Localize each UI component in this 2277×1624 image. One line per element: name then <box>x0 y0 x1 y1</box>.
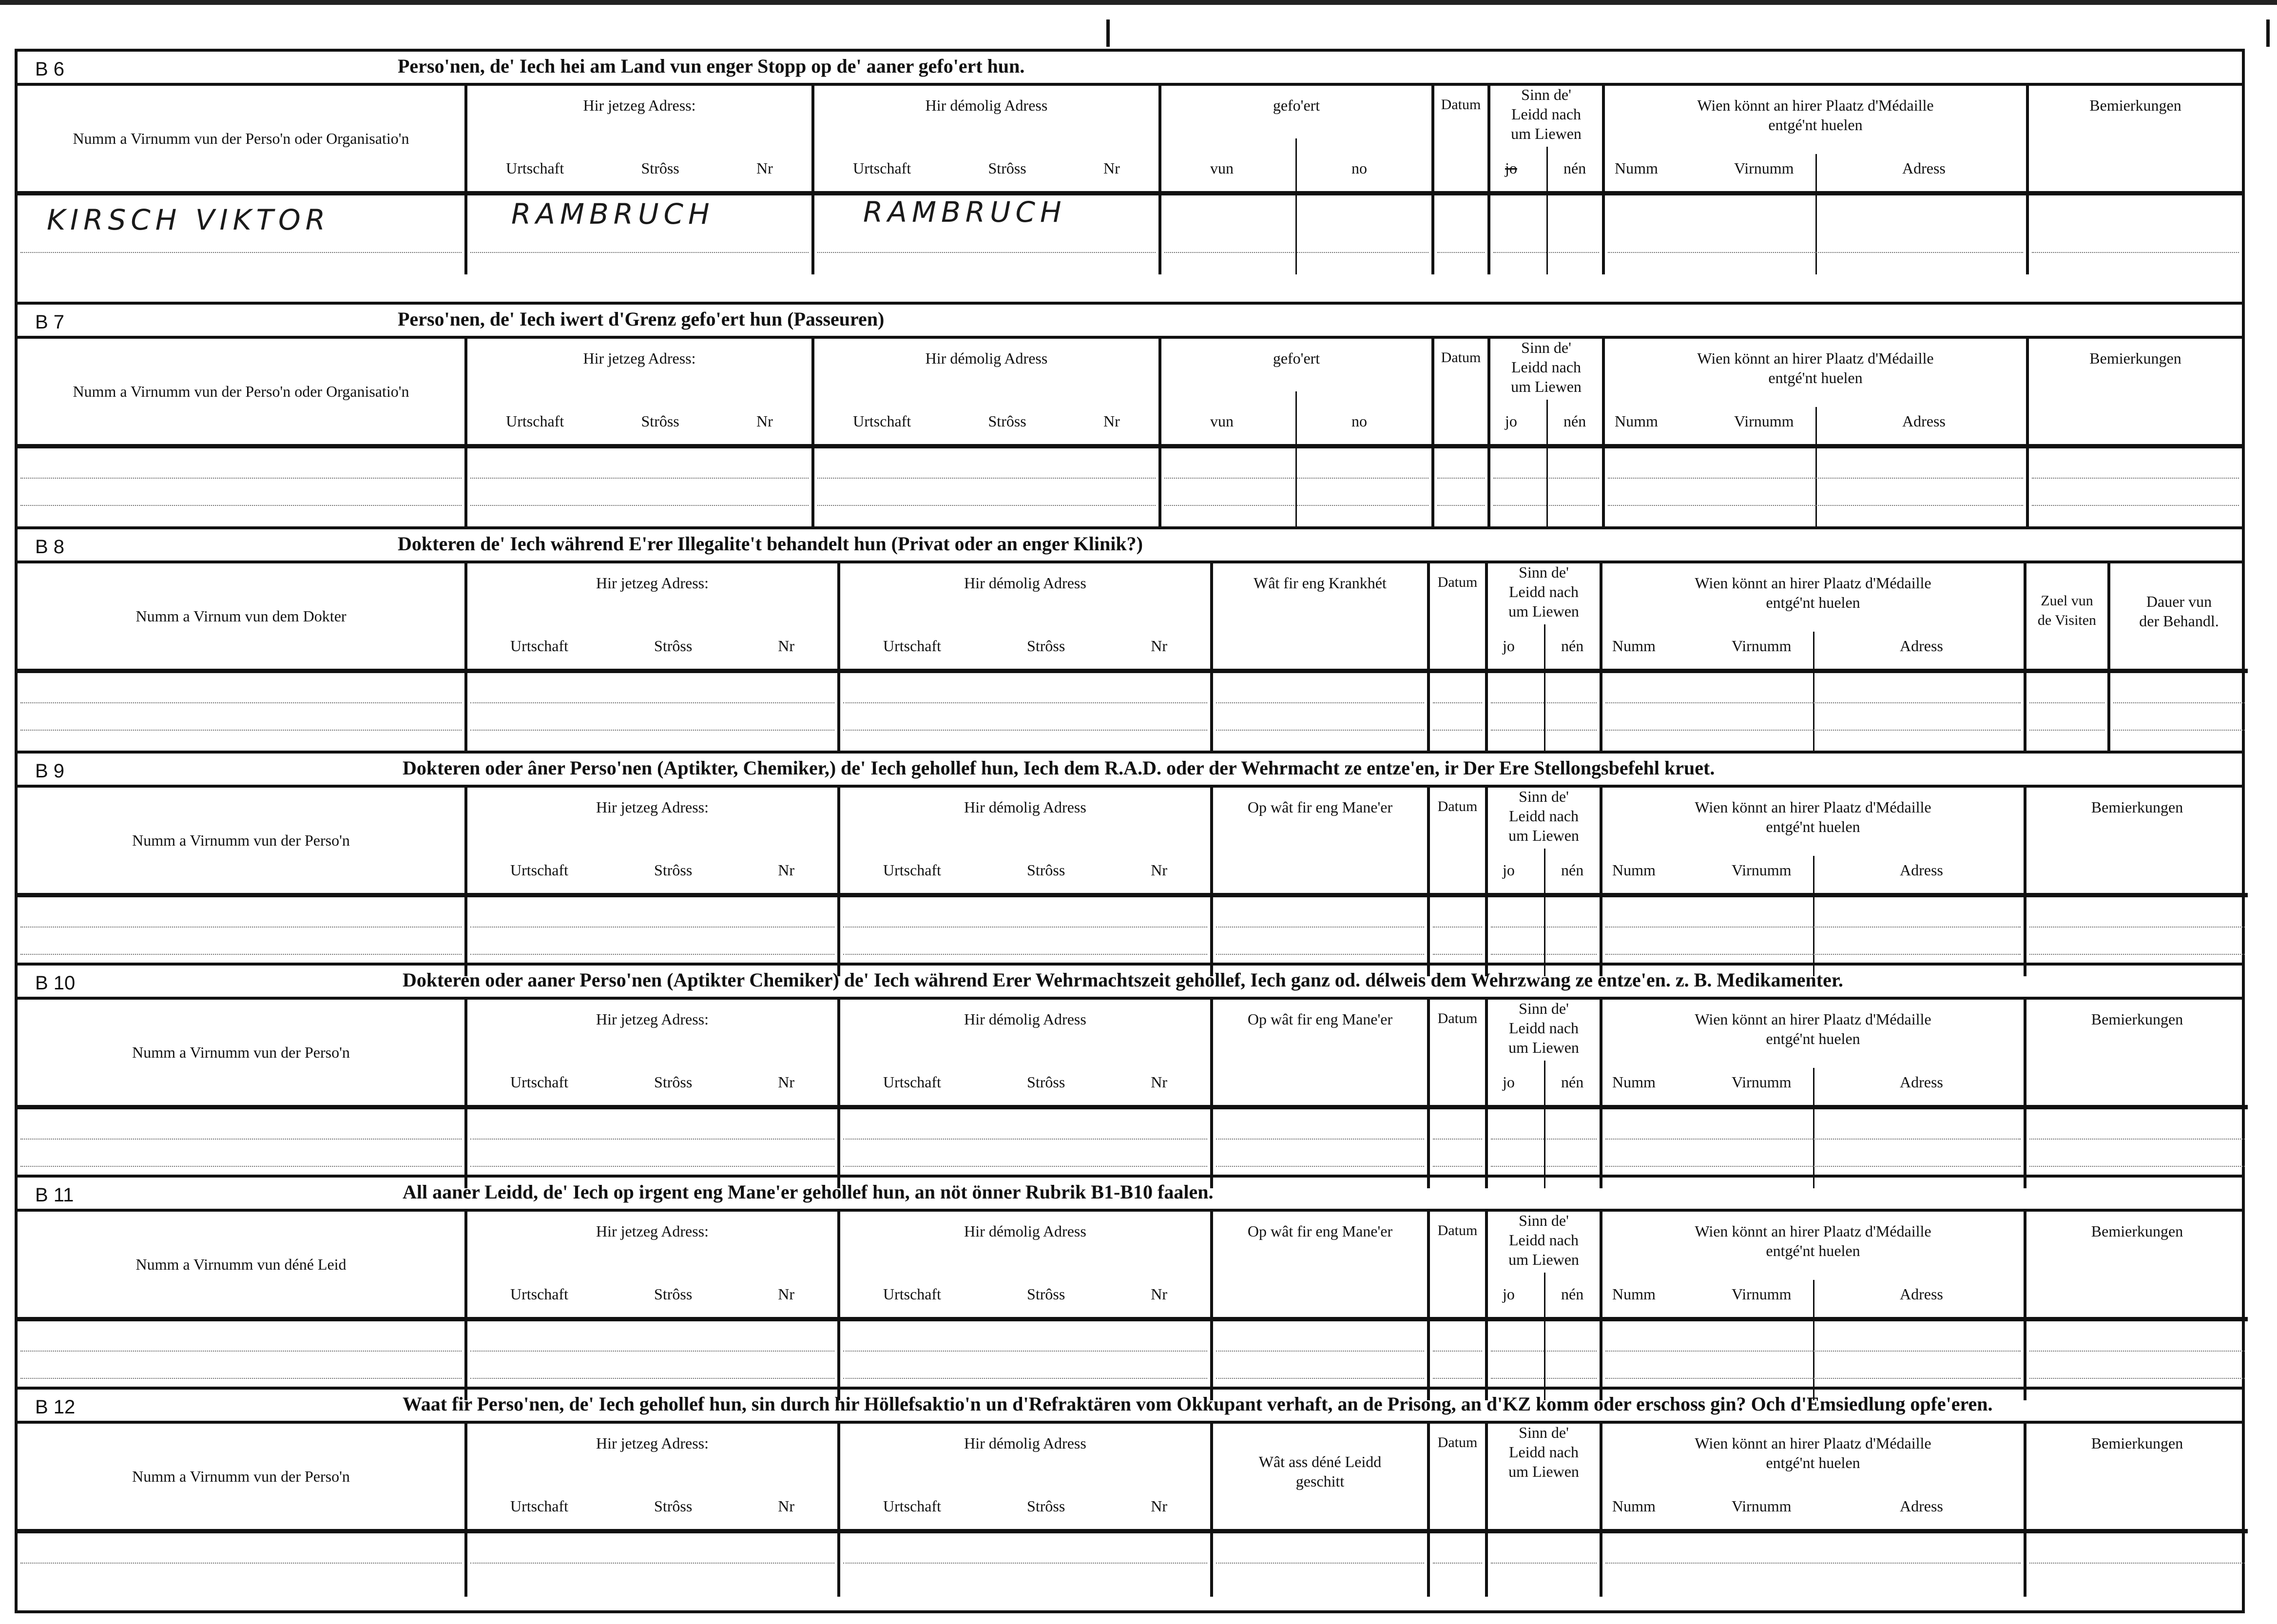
section-id: B 10 <box>35 972 76 994</box>
col-addr-then-label: Hir démolig Adress <box>964 1222 1086 1240</box>
col-medal-label: entgé'nt huelen <box>1766 818 1860 835</box>
col-addr-now-label: Hir jetzeg Adress: <box>596 798 709 816</box>
sub-nr: Nr <box>778 1497 794 1515</box>
register-mark <box>1106 19 1110 47</box>
col-gefoert-label: gefo'ert <box>1273 97 1320 114</box>
sub-nr: Nr <box>756 159 773 177</box>
section-b8 <box>18 526 2242 752</box>
sub-nr: Nr <box>778 1073 794 1091</box>
section-header <box>18 751 2242 788</box>
col-medal-label: entgé'nt huelen <box>1766 1242 1860 1259</box>
col-addr-now-label: Hir jetzeg Adress: <box>596 1434 709 1452</box>
col-addr-now-label: Hir jetzeg Adress: <box>596 1010 709 1028</box>
col-sinn-label: Sinn de' <box>1519 788 1569 805</box>
section-table <box>18 1212 2248 1400</box>
sub-adress: Adress <box>1900 1285 1943 1303</box>
col-addr-then-label: Hir démolig Adress <box>964 574 1086 592</box>
col-sinn-label: Sinn de' <box>1521 339 1571 356</box>
column-divider <box>1813 856 1814 893</box>
section-id: B 7 <box>35 311 65 333</box>
header-row <box>18 1424 2248 1531</box>
entry-row[interactable] <box>18 193 2242 275</box>
col-sinn-label: Leidd nach <box>1511 358 1582 376</box>
section-title: Perso'nen, de' Iech hei am Land vun enger Stopp op de' aaner gefo'ert hun. <box>398 55 1025 77</box>
entry-row[interactable] <box>18 446 2242 528</box>
sub-virnumm: Virnumm <box>1732 1073 1792 1091</box>
col-medal-label: entgé'nt huelen <box>1766 1454 1860 1471</box>
sub-nen: nén <box>1563 412 1586 430</box>
sub-urtschaft: Urtschaft <box>883 1497 942 1515</box>
col-bemierkungen-label: Bemierkungen <box>2091 1010 2183 1028</box>
col-geschitt-label: geschitt <box>1295 1472 1345 1490</box>
col-datum-label: Datum <box>1437 1434 1478 1450</box>
col-sinn-label: um Liewen <box>1508 1039 1579 1056</box>
col-medal-label: entgé'nt huelen <box>1768 369 1863 387</box>
col-medal-label: Wien könnt an hirer Plaatz d'Médaille <box>1695 798 1931 816</box>
sub-urtschaft: Urtschaft <box>510 1073 569 1091</box>
sub-numm: Numm <box>1612 1073 1656 1091</box>
col-datum-label: Datum <box>1437 798 1478 814</box>
col-datum-label: Datum <box>1437 1010 1478 1026</box>
column-divider <box>1815 407 1817 444</box>
col-krankhet-label: Wât fir eng Krankhét <box>1254 574 1387 592</box>
section-header <box>18 302 2242 339</box>
section-header <box>18 1387 2242 1424</box>
column-divider <box>1546 147 1548 191</box>
column-divider <box>1544 1061 1545 1105</box>
sub-stross: Strôss <box>654 1497 693 1515</box>
sub-stross: Strôss <box>641 412 679 430</box>
sub-nr: Nr <box>1151 861 1167 879</box>
column-divider <box>1295 391 1297 444</box>
section-id: B 11 <box>35 1184 74 1206</box>
sub-jo: jo <box>1503 1073 1515 1091</box>
sub-urtschaft: Urtschaft <box>883 1285 942 1303</box>
sub-virnumm: Virnumm <box>1732 861 1792 879</box>
col-maneer-label: Op wât fir eng Mane'er <box>1247 1222 1393 1240</box>
col-bemierkungen-label: Bemierkungen <box>2091 798 2183 816</box>
section-header <box>18 526 2242 563</box>
section-table <box>18 339 2242 527</box>
sub-numm: Numm <box>1612 1497 1656 1515</box>
sub-urtschaft: Urtschaft <box>883 637 942 655</box>
col-sinn-label: Sinn de' <box>1519 563 1569 581</box>
col-name-label: Numm a Virnumm vun der Perso'n <box>132 1468 350 1485</box>
sub-stross: Strôss <box>1027 1285 1065 1303</box>
section-id: B 8 <box>35 536 65 558</box>
col-medal-label: entgé'nt huelen <box>1766 594 1860 611</box>
handwritten-address-then: RAMBRUCH <box>863 195 1066 229</box>
col-sinn-label: Leidd nach <box>1508 807 1579 825</box>
sub-nr: Nr <box>1151 1073 1167 1091</box>
register-mark <box>2266 19 2270 47</box>
col-sinn-label: Leidd nach <box>1508 1443 1579 1461</box>
section-header <box>18 963 2242 1000</box>
col-dauer-label: Dauer vun <box>2146 593 2212 610</box>
col-bemierkungen-label: Bemierkungen <box>2091 1434 2183 1452</box>
sub-stross: Strôss <box>1027 861 1065 879</box>
sub-stross: Strôss <box>654 637 693 655</box>
sub-nen: nén <box>1561 861 1584 879</box>
section-b7 <box>18 302 2242 527</box>
col-zuel-label: Zuel vun <box>2041 593 2093 609</box>
section-title: Dokteren oder aaner Perso'nen (Aptikter Chemiker) de' Iech während Erer Wehrmachtszeit gehollef, Iech ganz od. délweis dem Wehrzwang ze entze'en. z. B. Medikamenter. <box>403 969 1843 991</box>
section-title: Dokteren oder âner Perso'nen (Aptikter, Chemiker,) de' Iech gehollef hun, Iech dem R.A.D. oder der Wehrmacht ze entze'en, ir Der Ere Stellongsbefehl kruet. <box>403 757 1715 779</box>
col-medal-label: Wien könnt an hirer Plaatz d'Médaille <box>1697 349 1934 367</box>
sub-vun: vun <box>1210 412 1234 430</box>
sub-nr: Nr <box>756 412 773 430</box>
section-table <box>18 1000 2248 1188</box>
section-b11 <box>18 1175 2242 1400</box>
sub-no: no <box>1351 412 1367 430</box>
section-b12 <box>18 1387 2242 1597</box>
sub-stross: Strôss <box>988 159 1026 177</box>
column-divider <box>1546 448 1548 527</box>
section-table <box>18 563 2248 752</box>
section-table <box>18 788 2248 976</box>
sub-no: no <box>1351 159 1367 177</box>
sub-jo: jo <box>1505 159 1517 177</box>
sub-adress: Adress <box>1902 159 1946 177</box>
col-name-label: Numm a Virnumm vun der Perso'n oder Organisatio'n <box>73 130 409 147</box>
col-bemierkungen-label: Bemierkungen <box>2091 1222 2183 1240</box>
col-medal-label: Wien könnt an hirer Plaatz d'Médaille <box>1695 1222 1931 1240</box>
col-addr-then-label: Hir démolig Adress <box>925 349 1048 367</box>
col-name-label: Numm a Virnum vun dem Dokter <box>135 607 347 625</box>
sub-numm: Numm <box>1615 159 1658 177</box>
sub-virnumm: Virnumm <box>1734 412 1794 430</box>
col-name-label: Numm a Virnumm vun déné Leid <box>135 1256 347 1273</box>
sub-nr: Nr <box>1103 412 1120 430</box>
section-b6 <box>18 49 2242 274</box>
col-sinn-label: Sinn de' <box>1519 1212 1569 1229</box>
column-divider <box>1544 673 1545 752</box>
section-id: B 9 <box>35 760 65 782</box>
sub-stross: Strôss <box>1027 637 1065 655</box>
col-bemierkungen-label: Bemierkungen <box>2089 349 2181 367</box>
column-divider <box>1815 448 1817 527</box>
col-dauer-label: der Behandl. <box>2139 612 2219 630</box>
section-title: Waat fir Perso'nen, de' Iech gehollef hun, sin durch hir Höllefsaktio'n un d'Refraktären vom Okkupant verhaft, an de Prisong, an d'KZ komm oder erschoss gin? Och d'Emsiedlung opfe'eren. <box>403 1393 1993 1415</box>
col-medal-label: Wien könnt an hirer Plaatz d'Médaille <box>1695 1434 1931 1452</box>
sub-nen: nén <box>1561 1285 1584 1303</box>
sub-nr: Nr <box>778 637 794 655</box>
col-maneer-label: Op wât fir eng Mane'er <box>1247 1010 1393 1028</box>
col-name-label: Numm a Virnumm vun der Perso'n oder Organisatio'n <box>73 383 409 400</box>
column-divider <box>1295 448 1297 527</box>
col-addr-now-label: Hir jetzeg Adress: <box>596 574 709 592</box>
col-medal-label: Wien könnt an hirer Plaatz d'Médaille <box>1695 574 1931 592</box>
col-sinn-label: Leidd nach <box>1508 1019 1579 1037</box>
sub-urtschaft: Urtschaft <box>883 861 942 879</box>
column-divider <box>1546 400 1548 444</box>
col-name-label: Numm a Virnumm vun der Perso'n <box>132 1044 350 1061</box>
col-addr-then-label: Hir démolig Adress <box>964 1010 1086 1028</box>
column-divider <box>1546 195 1548 274</box>
sub-vun: vun <box>1210 159 1234 177</box>
sub-stross: Strôss <box>654 1073 693 1091</box>
sub-numm: Numm <box>1612 861 1656 879</box>
column-divider <box>1295 195 1297 274</box>
column-divider <box>1813 673 1814 752</box>
col-medal-label: entgé'nt huelen <box>1768 116 1863 134</box>
sub-urtschaft: Urtschaft <box>506 159 564 177</box>
col-sinn-label: Sinn de' <box>1519 1000 1569 1017</box>
column-divider <box>1544 1273 1545 1317</box>
sub-adress: Adress <box>1900 1073 1943 1091</box>
header-row <box>18 86 2242 193</box>
section-header <box>18 1175 2242 1212</box>
col-maneer-label: Op wât fir eng Mane'er <box>1247 798 1393 816</box>
sub-virnumm: Virnumm <box>1732 1285 1792 1303</box>
sub-urtschaft: Urtschaft <box>853 412 911 430</box>
entry-row[interactable] <box>18 671 2248 753</box>
header-row <box>18 788 2248 895</box>
section-header <box>18 49 2242 86</box>
section-title: All aaner Leidd, de' Iech op irgent eng Mane'er gehollef hun, an nöt önner Rubrik B1-B10 faalen. <box>403 1181 1214 1203</box>
sub-stross: Strôss <box>988 412 1026 430</box>
col-name-label: Numm a Virnumm vun der Perso'n <box>132 831 350 849</box>
column-divider <box>1295 138 1297 191</box>
col-sinn-label: um Liewen <box>1511 125 1582 142</box>
col-sinn-label: Sinn de' <box>1521 86 1571 103</box>
section-table <box>18 1424 2248 1597</box>
sub-jo: jo <box>1503 1285 1515 1303</box>
column-divider <box>1813 1068 1814 1105</box>
sub-urtschaft: Urtschaft <box>510 1285 569 1303</box>
col-addr-then-label: Hir démolig Adress <box>925 97 1048 114</box>
section-table <box>18 86 2242 274</box>
header-row <box>18 1000 2248 1107</box>
form <box>15 49 2245 1613</box>
entry-row[interactable] <box>18 1531 2248 1597</box>
sub-stross: Strôss <box>654 861 693 879</box>
sub-virnumm: Virnumm <box>1734 159 1794 177</box>
sub-adress: Adress <box>1900 1497 1943 1515</box>
sub-nen: nén <box>1561 1073 1584 1091</box>
col-addr-now-label: Hir jetzeg Adress: <box>583 349 696 367</box>
col-geschitt-label: Wât ass déné Leidd <box>1258 1453 1382 1470</box>
column-divider <box>1815 154 1817 191</box>
sub-nr: Nr <box>1103 159 1120 177</box>
sub-jo: jo <box>1503 861 1515 879</box>
col-sinn-label: um Liewen <box>1511 378 1582 395</box>
column-divider <box>1813 1280 1814 1317</box>
col-datum-label: Datum <box>1437 1222 1478 1238</box>
section-b9 <box>18 751 2242 976</box>
col-sinn-label: um Liewen <box>1508 1463 1579 1480</box>
header-row <box>18 563 2248 671</box>
col-bemierkungen-label: Bemierkungen <box>2089 97 2181 114</box>
col-zuel-label: de Visiten <box>2037 612 2097 628</box>
sub-urtschaft: Urtschaft <box>506 412 564 430</box>
section-title: Dokteren de' Iech während E'rer Illegalite't behandelt hun (Privat oder an enger Klinik?) <box>398 533 1143 555</box>
sub-stross: Strôss <box>654 1285 693 1303</box>
sub-urtschaft: Urtschaft <box>510 861 569 879</box>
sub-stross: Strôss <box>1027 1497 1065 1515</box>
sub-jo: jo <box>1503 637 1515 655</box>
sub-adress: Adress <box>1900 861 1943 879</box>
column-divider <box>1813 632 1814 669</box>
sub-nen: nén <box>1561 637 1584 655</box>
col-sinn-label: um Liewen <box>1508 1251 1579 1268</box>
sub-numm: Numm <box>1612 637 1656 655</box>
col-datum-label: Datum <box>1437 574 1478 590</box>
column-divider <box>1815 195 1817 274</box>
col-addr-then-label: Hir démolig Adress <box>964 1434 1086 1452</box>
sub-nr: Nr <box>778 861 794 879</box>
header-row <box>18 339 2242 446</box>
sub-nen: nén <box>1563 159 1586 177</box>
sub-urtschaft: Urtschaft <box>853 159 911 177</box>
sub-virnumm: Virnumm <box>1732 1497 1792 1515</box>
sub-numm: Numm <box>1612 1285 1656 1303</box>
col-gefoert-label: gefo'ert <box>1273 349 1320 367</box>
section-id: B 12 <box>35 1396 76 1418</box>
section-b10 <box>18 963 2242 1188</box>
col-sinn-label: Leidd nach <box>1511 105 1582 123</box>
col-addr-then-label: Hir démolig Adress <box>964 798 1086 816</box>
handwritten-address-now: RAMBRUCH <box>511 197 714 231</box>
col-sinn-label: Leidd nach <box>1508 583 1579 600</box>
col-medal-label: Wien könnt an hirer Plaatz d'Médaille <box>1695 1010 1931 1028</box>
column-divider <box>1544 624 1545 669</box>
handwritten-name: KIRSCH VIKTOR <box>47 203 330 236</box>
sub-nr: Nr <box>778 1285 794 1303</box>
header-row <box>18 1212 2248 1319</box>
sub-numm: Numm <box>1615 412 1658 430</box>
col-sinn-label: Sinn de' <box>1519 1424 1569 1441</box>
sub-adress: Adress <box>1902 412 1946 430</box>
sub-nr: Nr <box>1151 1285 1167 1303</box>
section-id: B 6 <box>35 58 65 80</box>
sub-urtschaft: Urtschaft <box>883 1073 942 1091</box>
sub-urtschaft: Urtschaft <box>510 1497 569 1515</box>
sub-urtschaft: Urtschaft <box>510 637 569 655</box>
top-border <box>0 0 2277 5</box>
col-addr-now-label: Hir jetzeg Adress: <box>583 97 696 114</box>
col-addr-now-label: Hir jetzeg Adress: <box>596 1222 709 1240</box>
section-title: Perso'nen, de' Iech iwert d'Grenz gefo'ert hun (Passeuren) <box>398 308 885 330</box>
col-datum-label: Datum <box>1441 349 1481 366</box>
sub-nr: Nr <box>1151 637 1167 655</box>
col-sinn-label: um Liewen <box>1508 827 1579 844</box>
sub-nr: Nr <box>1151 1497 1167 1515</box>
col-medal-label: Wien könnt an hirer Plaatz d'Médaille <box>1697 97 1934 114</box>
sub-stross: Strôss <box>1027 1073 1065 1091</box>
sub-stross: Strôss <box>641 159 679 177</box>
sub-virnumm: Virnumm <box>1732 637 1792 655</box>
col-datum-label: Datum <box>1441 97 1481 113</box>
col-sinn-label: Leidd nach <box>1508 1231 1579 1249</box>
sub-jo: jo <box>1505 412 1517 430</box>
column-divider <box>1544 849 1545 893</box>
col-sinn-label: um Liewen <box>1508 602 1579 620</box>
sub-adress: Adress <box>1900 637 1943 655</box>
col-medal-label: entgé'nt huelen <box>1766 1030 1860 1047</box>
